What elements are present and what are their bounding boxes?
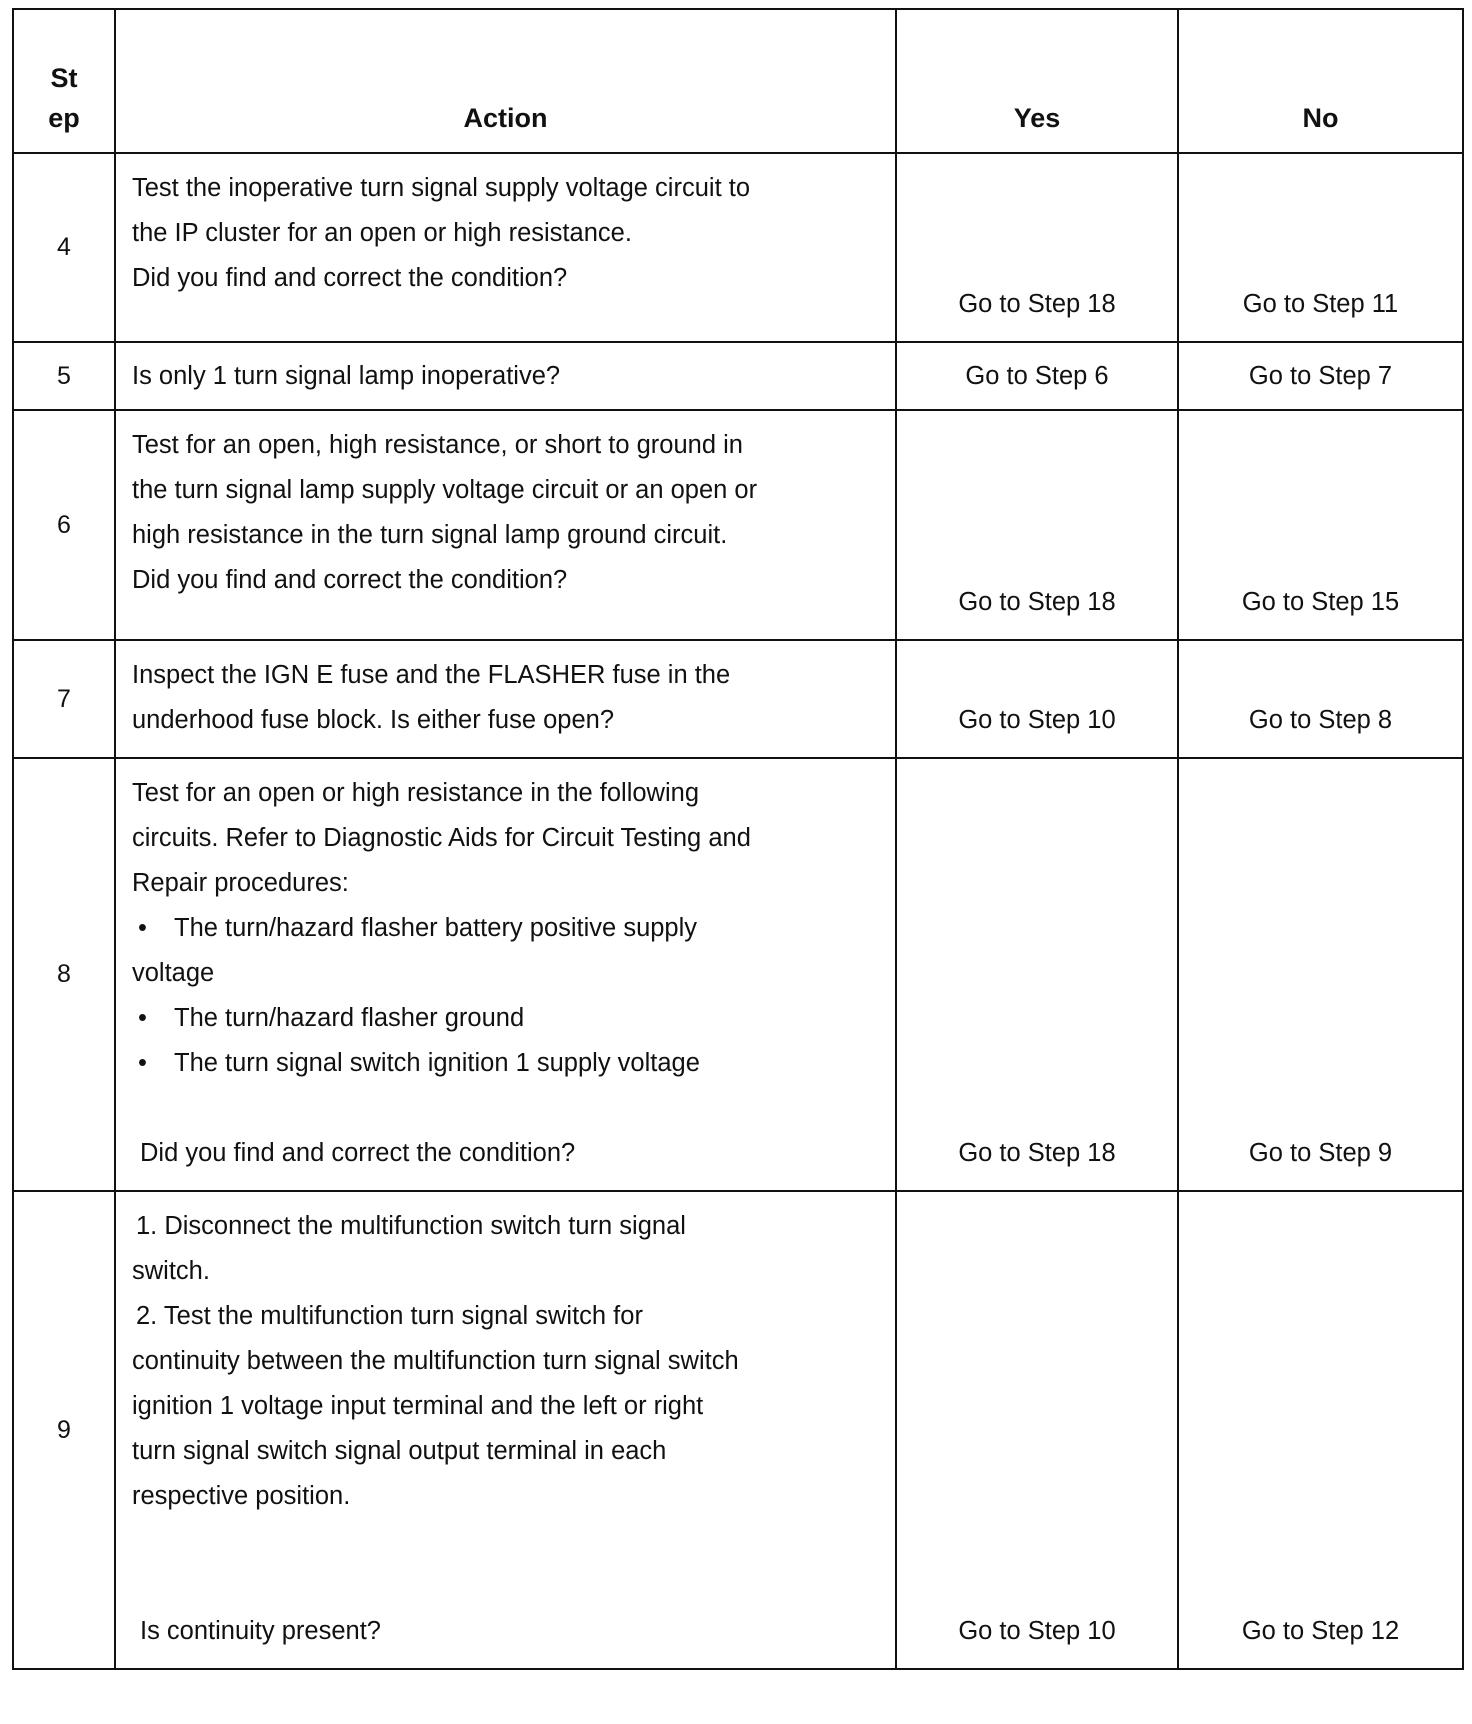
bullet-dot: •: [138, 914, 147, 942]
step-number: 7: [13, 640, 115, 758]
diagnostic-table: [12, 8, 1464, 1670]
bullet-text: The turn signal switch ignition 1 supply voltage: [174, 1049, 700, 1077]
step-number: 6: [13, 410, 115, 640]
table-row: [13, 153, 1463, 342]
step-number: 9: [13, 1191, 115, 1669]
action-text: [115, 410, 896, 640]
action-line: Test for an open, high resistance, or short to ground in: [132, 431, 743, 459]
action-line: Repair procedures:: [132, 869, 349, 897]
action-line: underhood fuse block. Is either fuse open?: [132, 706, 614, 734]
table-row: [13, 1191, 1463, 1669]
no-result: Go to Step 15: [1178, 410, 1463, 640]
yes-result: Go to Step 18: [896, 758, 1178, 1191]
no-result: Go to Step 7: [1178, 342, 1463, 410]
header-step-line-1: St: [50, 63, 78, 93]
action-line: turn signal switch signal output terminal in each: [132, 1437, 667, 1465]
action-line: high resistance in the turn signal lamp ground circuit.: [132, 521, 728, 549]
yes-result: Go to Step 6: [896, 342, 1178, 410]
step-number: 8: [13, 758, 115, 1191]
action-line: Did you find and correct the condition?: [132, 264, 568, 292]
yes-result: Go to Step 18: [896, 153, 1178, 342]
table-row: [13, 758, 1463, 1191]
yes-result: Go to Step 10: [896, 640, 1178, 758]
header-step-line-2: ep: [48, 103, 80, 133]
yes-result: Go to Step 18: [896, 410, 1178, 640]
bullet-item: [132, 996, 879, 1041]
action-line: Inspect the IGN E fuse and the FLASHER fuse in the: [132, 661, 731, 689]
action-line: the IP cluster for an open or high resistance.: [132, 219, 632, 247]
action-text: [115, 640, 896, 758]
action-line: Test for an open or high resistance in the following: [132, 779, 700, 807]
action-question: Is continuity present?: [140, 1617, 381, 1645]
action-question: Did you find and correct the condition?: [140, 1139, 576, 1167]
action-line: the turn signal lamp supply voltage circuit or an open or: [132, 476, 758, 504]
spacer: [132, 1086, 879, 1131]
action-line: 1. Disconnect the multifunction switch turn signal: [136, 1212, 686, 1240]
action-line: Test the inoperative turn signal supply voltage circuit to: [132, 174, 751, 202]
header-action: Action: [115, 9, 896, 153]
no-result: Go to Step 11: [1178, 153, 1463, 342]
table-row: [13, 342, 1463, 410]
table-row: [13, 410, 1463, 640]
action-line: 2. Test the multifunction turn signal switch for: [136, 1302, 643, 1330]
action-line: Did you find and correct the condition?: [132, 566, 568, 594]
bullet-dot: •: [138, 1049, 147, 1077]
table-row: [13, 640, 1463, 758]
header-yes: Yes: [896, 9, 1178, 153]
action-text: [115, 153, 896, 342]
no-result: Go to Step 12: [1178, 1191, 1463, 1669]
bullet-dot: •: [138, 1004, 147, 1032]
header-no: No: [1178, 9, 1463, 153]
bullet-text: The turn/hazard flasher battery positive supply: [174, 914, 698, 942]
action-line: respective position.: [132, 1482, 351, 1510]
bullet-item: [132, 1041, 879, 1086]
step-number: 5: [13, 342, 115, 410]
bullet-item: [132, 906, 879, 951]
action-line: switch.: [132, 1257, 210, 1285]
action-text: [115, 342, 896, 410]
action-line: ignition 1 voltage input terminal and the left or right: [132, 1392, 704, 1420]
step-number: 4: [13, 153, 115, 342]
action-line: circuits. Refer to Diagnostic Aids for Circuit Testing and: [132, 824, 751, 852]
bullet-continuation: voltage: [132, 959, 215, 987]
bullet-text: The turn/hazard flasher ground: [174, 1004, 525, 1032]
action-text: [115, 1191, 896, 1669]
no-result: Go to Step 9: [1178, 758, 1463, 1191]
yes-result: Go to Step 10: [896, 1191, 1178, 1669]
action-line: Is only 1 turn signal lamp inoperative?: [132, 361, 561, 390]
action-line: continuity between the multifunction turn signal switch: [132, 1347, 739, 1375]
spacer: [132, 1519, 879, 1609]
header-step: [13, 9, 115, 153]
no-result: Go to Step 8: [1178, 640, 1463, 758]
action-text: [115, 758, 896, 1191]
header-row: [13, 9, 1463, 153]
